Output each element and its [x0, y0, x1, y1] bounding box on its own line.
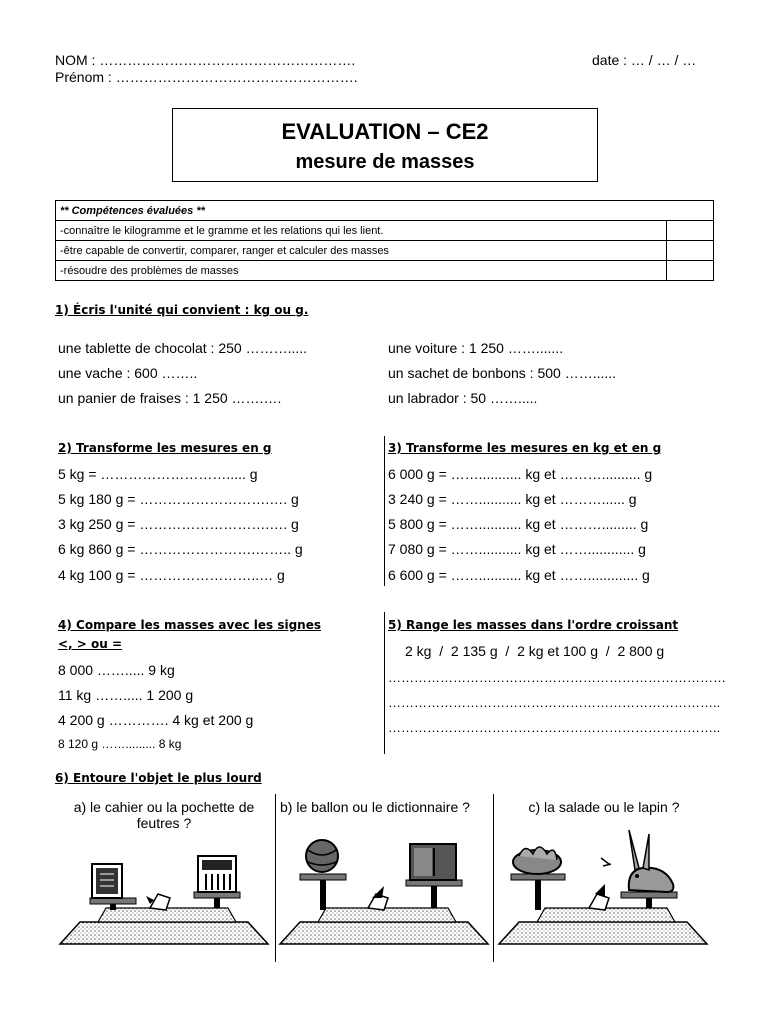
ball-icon: [306, 840, 338, 872]
ex1-heading: [55, 303, 308, 317]
ex1-item[interactable]: un labrador : 50 …….....: [388, 390, 538, 406]
title-box: [172, 108, 598, 182]
ex1-item[interactable]: un sachet de bonbons : 500 ……......: [388, 365, 617, 381]
column-divider: [384, 612, 385, 754]
ex6-question-c: c) la salade ou le lapin ?: [528, 799, 680, 815]
ex5-heading: 5) Range les masses dans l'ordre croissant: [388, 618, 679, 632]
ex5-masses: 2 kg / 2 135 g / 2 kg et 100 g / 2 800 g: [405, 643, 665, 659]
competence-item: -connaître le kilogramme et le gramme et les relations qui les lient.: [56, 221, 667, 241]
column-divider: [493, 794, 494, 962]
column-divider: [275, 794, 276, 962]
ex4-item[interactable]: 4 200 g …………. 4 kg et 200 g: [58, 712, 254, 728]
ex1-heading-tail: kg ou g.: [253, 303, 309, 317]
competence-item: -être capable de convertir, comparer, ranger et calculer des masses: [56, 241, 667, 261]
ex3-item[interactable]: 7 080 g = ……........... kg et ……............ g: [388, 541, 646, 557]
ex4-heading-2: <, > ou =: [58, 637, 123, 651]
page-title: EVALUATION – CE2: [281, 119, 489, 144]
ex1-heading-text: 1) Écris l'unité qui convient :: [55, 303, 250, 317]
salad-icon: [513, 847, 561, 874]
ex5-answer-line[interactable]: ……………………………………………………………………: [388, 670, 726, 685]
ex1-item[interactable]: un panier de fraises : 1 250 …….….: [58, 390, 282, 406]
ex6-question-b: b) le ballon ou le dictionnaire ?: [280, 799, 470, 815]
competence-item: -résoudre des problèmes de masses: [56, 261, 667, 281]
ex2-item[interactable]: 3 kg 250 g = ……………………….…. g: [58, 516, 299, 532]
page-subtitle: mesure de masses: [295, 151, 475, 173]
ex2-item[interactable]: 4 kg 100 g = ……………………..… g: [58, 567, 285, 583]
column-divider: [384, 436, 385, 586]
ex4-heading: 4) Compare les masses avec les signes: [58, 618, 321, 632]
ex2-item[interactable]: 6 kg 860 g = …………………….…….. g: [58, 541, 303, 557]
scale-a-illustration: [58, 838, 270, 950]
ex3-item[interactable]: 5 800 g = ……........... kg et ………......... g: [388, 516, 649, 532]
ex2-heading: 2) Transforme les mesures en g: [58, 441, 272, 455]
competences-header: ** Compétences évaluées **: [56, 201, 714, 221]
ex4-item[interactable]: 11 kg ……..... 1 200 g: [58, 687, 194, 703]
competence-checkbox[interactable]: [667, 221, 714, 241]
felt-pens-icon: [198, 856, 236, 892]
nom-field[interactable]: NOM : ……………………………………………….: [55, 52, 356, 68]
ex4-item[interactable]: 8 000 ……..... 9 kg: [58, 662, 175, 678]
ex6-question-a: a) le cahier ou la pochette de feutres ?: [73, 799, 255, 831]
ex2-item[interactable]: 5 kg 180 g = ……………………….…. g: [58, 491, 299, 507]
ex1-item[interactable]: une vache : 600 ……..: [58, 365, 198, 381]
notebook-icon: [92, 864, 122, 898]
ex1-item[interactable]: une voiture : 1 250 …….......: [388, 340, 564, 356]
prenom-field[interactable]: Prénom : …………………………………………….: [55, 69, 358, 85]
ex2-item[interactable]: 5 kg = ………………………..... g: [58, 466, 258, 482]
ex4-item[interactable]: 8 120 g ……......... 8 kg: [58, 737, 182, 751]
ex3-item[interactable]: 6 000 g = ……........... kg et ……….......... g: [388, 466, 653, 482]
scale-c-illustration: [497, 820, 709, 950]
scale-b-illustration: [278, 838, 490, 950]
ex5-answer-line[interactable]: …………………………………………………………………..: [388, 695, 721, 710]
ex3-item[interactable]: 3 240 g = ……........... kg et ………...... g: [388, 491, 637, 507]
ex1-item[interactable]: une tablette de chocolat : 250 ……….....: [58, 340, 308, 356]
ex6-heading: 6) Entoure l'objet le plus lourd: [55, 771, 262, 785]
ex3-heading: 3) Transforme les mesures en kg et en g: [388, 441, 662, 455]
date-field[interactable]: date : … / … / …: [592, 52, 697, 68]
ex3-item[interactable]: 6 600 g = ……........... kg et ……............. g: [388, 567, 650, 583]
dictionary-icon: [410, 844, 456, 880]
competences-table: [55, 200, 714, 281]
ex5-answer-line[interactable]: …………………………………………………………………..: [388, 720, 721, 735]
competence-checkbox[interactable]: [667, 261, 714, 281]
competence-checkbox[interactable]: [667, 241, 714, 261]
rabbit-icon: [601, 830, 673, 892]
